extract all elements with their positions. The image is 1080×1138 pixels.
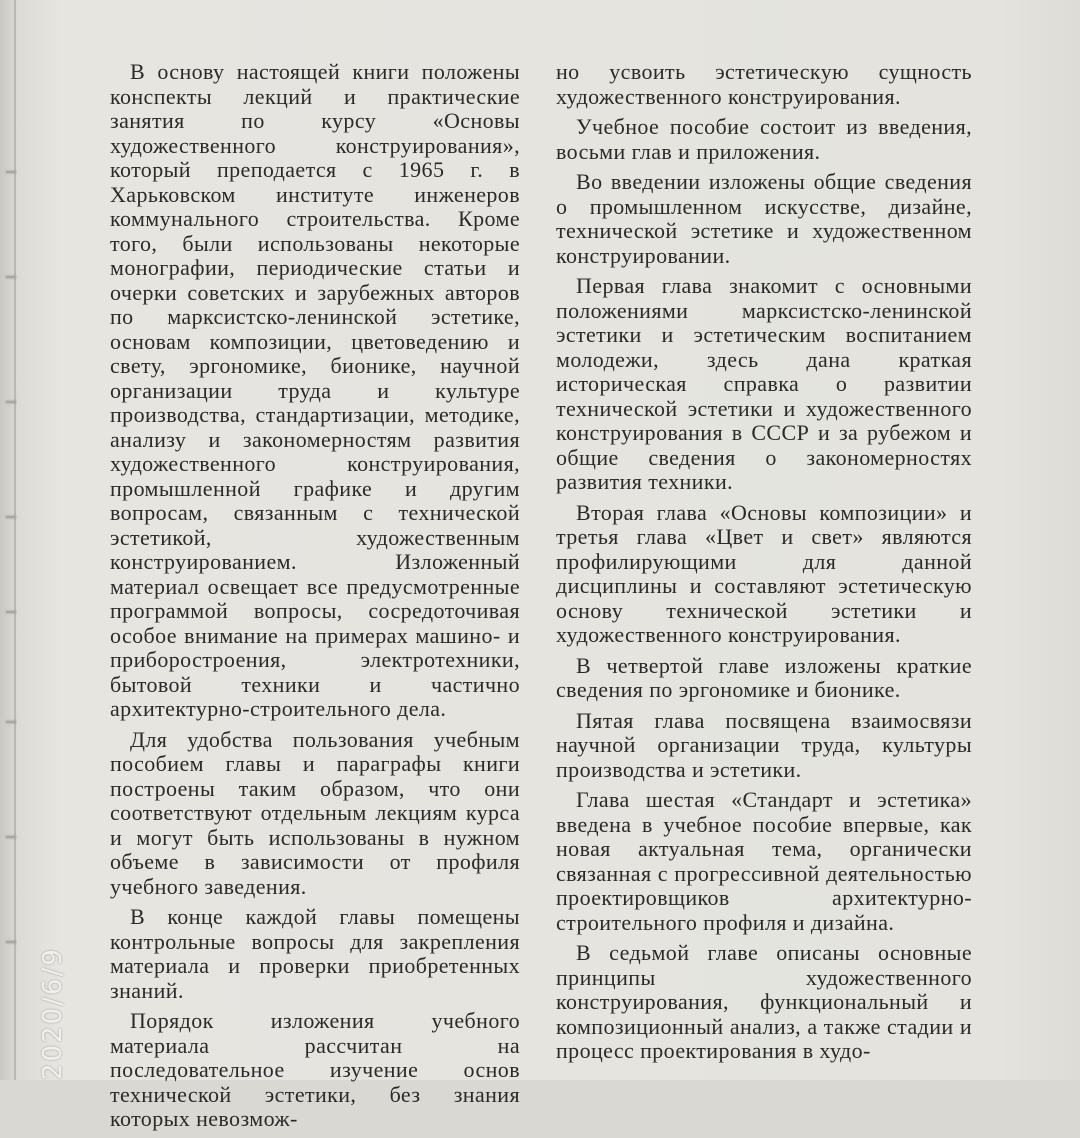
paragraph: В седьмой главе описаны основные принципы художественного конструирования, функциональный и композиционный анализ, а также стадии и процесс проектирования в худо- — [556, 940, 972, 1063]
photo-date-stamp: 2020/6/9 — [38, 947, 68, 1080]
binding-stitch — [2, 270, 20, 284]
paragraph: но усвоить эстетическую сущность художественного конструирования. — [556, 59, 972, 109]
binding-stitch — [2, 935, 20, 949]
binding-line — [14, 0, 16, 1080]
paragraph: В конце каждой главы помещены контрольные вопросы для закрепления материала и проверки приобретенных знаний. — [110, 904, 520, 1003]
paragraph: Пятая глава посвящена взаимосвязи научной организации труда, культуры производства и эстетики. — [556, 707, 972, 782]
binding-stitch — [2, 715, 20, 729]
right-text-column — [556, 60, 972, 1070]
paragraph: В четвертой главе изложены краткие сведения по эргономике и бионике. — [556, 652, 972, 702]
paragraph: В основу настоящей книги положены конспекты лекций и практические занятия по курсу «Основы художественного конструирования», который преподается с 1965 г. в Харьковском институте инженеров коммунального строительства. Кроме того, были использованы некоторые монографии, периодические статьи и очерки советских и зарубежных авторов по марксистско-ленинской эстетике, основам композиции, цветоведению и свету, эргономике, бионике, научной организации труда и культуре производства, стандартизации, методике, анализу и закономерностям развития художественного конструирования, промышленной графике и другим вопросам, связанным с технической эстетикой, художественным конструированием. Изложенный материал освещает все предусмотренные программой вопросы, сосредоточивая особое внимание на примерах машино- и приборостроения, электротехники, бытовой техники и частично архитектурно-строительного дела. — [110, 59, 520, 721]
paragraph: Учебное пособие состоит из введения, восьми глав и приложения. — [556, 114, 972, 164]
binding-stitch — [2, 165, 20, 179]
paragraph: Глава шестая «Стандарт и эстетика» введена в учебное пособие впервые, как новая актуальная тема, органически связанная с прогрессивной деятельностью проектировщиков архитектурно-строительного профиля и дизайна. — [556, 787, 972, 935]
left-text-column — [110, 60, 520, 1138]
paragraph: Для удобства пользования учебным пособием главы и параграфы книги построены таким образом, что они соответствуют отдельным лекциям курса и могут быть использованы в нужном объеме в зависимости от профиля учебного заведения. — [110, 726, 520, 899]
binding-stitch — [2, 395, 20, 409]
binding-stitch — [2, 830, 20, 844]
paragraph: Первая глава знакомит с основными положениями марксистско-ленинской эстетики и эстетическим воспитанием молодежи, здесь дана краткая историческая справка о развитии технической эстетики и художественного конструирования в СССР и за рубежом и общие сведения о закономерностях развития техники. — [556, 273, 972, 494]
binding-stitch — [2, 605, 20, 619]
paragraph: Порядок изложения учебного материала рассчитан на последовательное изучение основ технической эстетики, без знания которых невозмож- — [110, 1008, 520, 1131]
binding-stitch — [2, 510, 20, 524]
paragraph: Вторая глава «Основы композиции» и третья глава «Цвет и свет» являются профилирующими для данной дисциплины и составляют эстетическую основу технической эстетики и художественного конструирования. — [556, 499, 972, 647]
paragraph: Во введении изложены общие сведения о промышленном искусстве, дизайне, технической эстетике и художественном конструировании. — [556, 169, 972, 268]
